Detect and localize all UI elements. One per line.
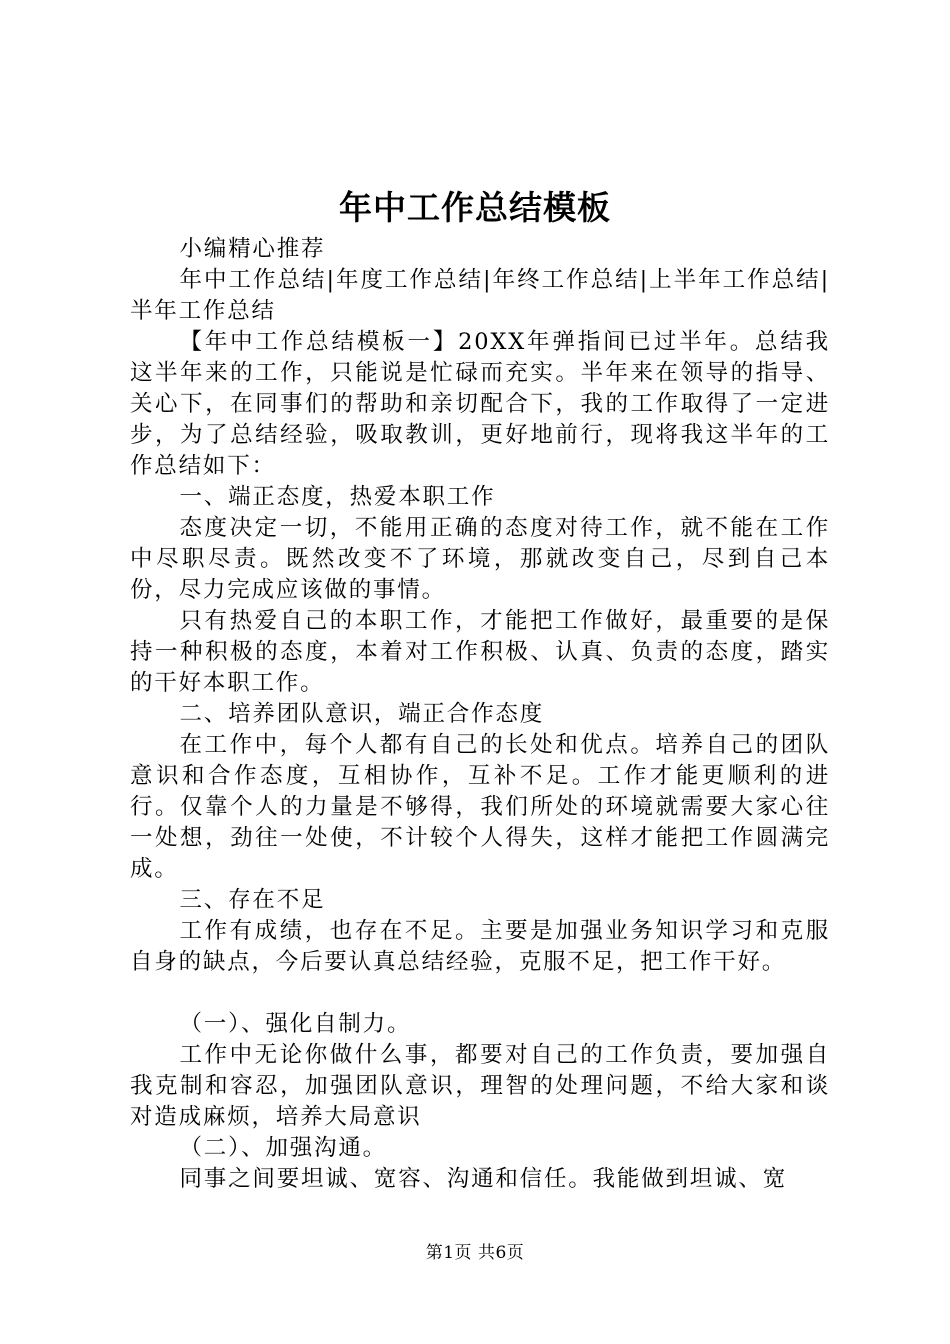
subheading-self-control: （一）、强化自制力。 xyxy=(179,1011,412,1037)
paragraph-communication: 同事之间要坦诚、宽容、沟通和信任。我能做到坦诚、宽 xyxy=(179,1166,788,1192)
paragraph-shortcomings: 工作有成绩，也存在不足。主要是加强业务知识学习和克服自身的缺点，今后要认真总结经验，克服不足，把工作干好。 xyxy=(130,918,830,975)
page-footer: 第1页 共6页 xyxy=(425,1243,525,1263)
paragraph-related-links: 年中工作总结|年度工作总结|年终工作总结|上半年工作总结|半年工作总结 xyxy=(130,267,830,324)
subheading-communication: （二）、加强沟通。 xyxy=(179,1135,387,1161)
paragraph-teamwork: 在工作中，每个人都有自己的长处和优点。培养自己的团队意识和合作态度，互相协作，互补不足。工作才能更顺利的进行。仅靠个人的力量是不够得，我们所处的环境就需要大家心往一处想，劲往一处使，不计较个人得失，这样才能把工作圆满完成。 xyxy=(130,732,830,882)
document-title: 年中工作总结模板 xyxy=(339,188,611,227)
document-body xyxy=(130,234,830,1195)
paragraph-recommend: 小编精心推荐 xyxy=(179,236,326,262)
section-heading-1: 一、端正态度，热爱本职工作 xyxy=(179,484,496,510)
paragraph-intro: 【年中工作总结模板一】20XX年弹指间已过半年。总结我这半年来的工作，只能说是忙碌而充实。半年来在领导的指导、关心下，在同事们的帮助和亲切配合下，我的工作取得了一定进步，为了总结经验，吸取教训，更好地前行，现将我这半年的工作总结如下： xyxy=(130,329,830,479)
paragraph-self-control: 工作中无论你做什么事，都要对自己的工作负责，要加强自我克制和容忍，加强团队意识，理智的处理问题，不给大家和谈对造成麻烦，培养大局意识 xyxy=(130,1042,830,1130)
paragraph-love-work: 只有热爱自己的本职工作，才能把工作做好，最重要的是保持一种积极的态度，本着对工作积极、认真、负责的态度，踏实的干好本职工作。 xyxy=(130,608,830,696)
section-heading-3: 三、存在不足 xyxy=(179,887,326,913)
paragraph-attitude: 态度决定一切，不能用正确的态度对待工作，就不能在工作中尽职尽责。既然改变不了环境，那就改变自己，尽到自己本份，尽力完成应该做的事情。 xyxy=(130,515,830,603)
section-heading-2: 二、培养团队意识，端正合作态度 xyxy=(179,701,545,727)
